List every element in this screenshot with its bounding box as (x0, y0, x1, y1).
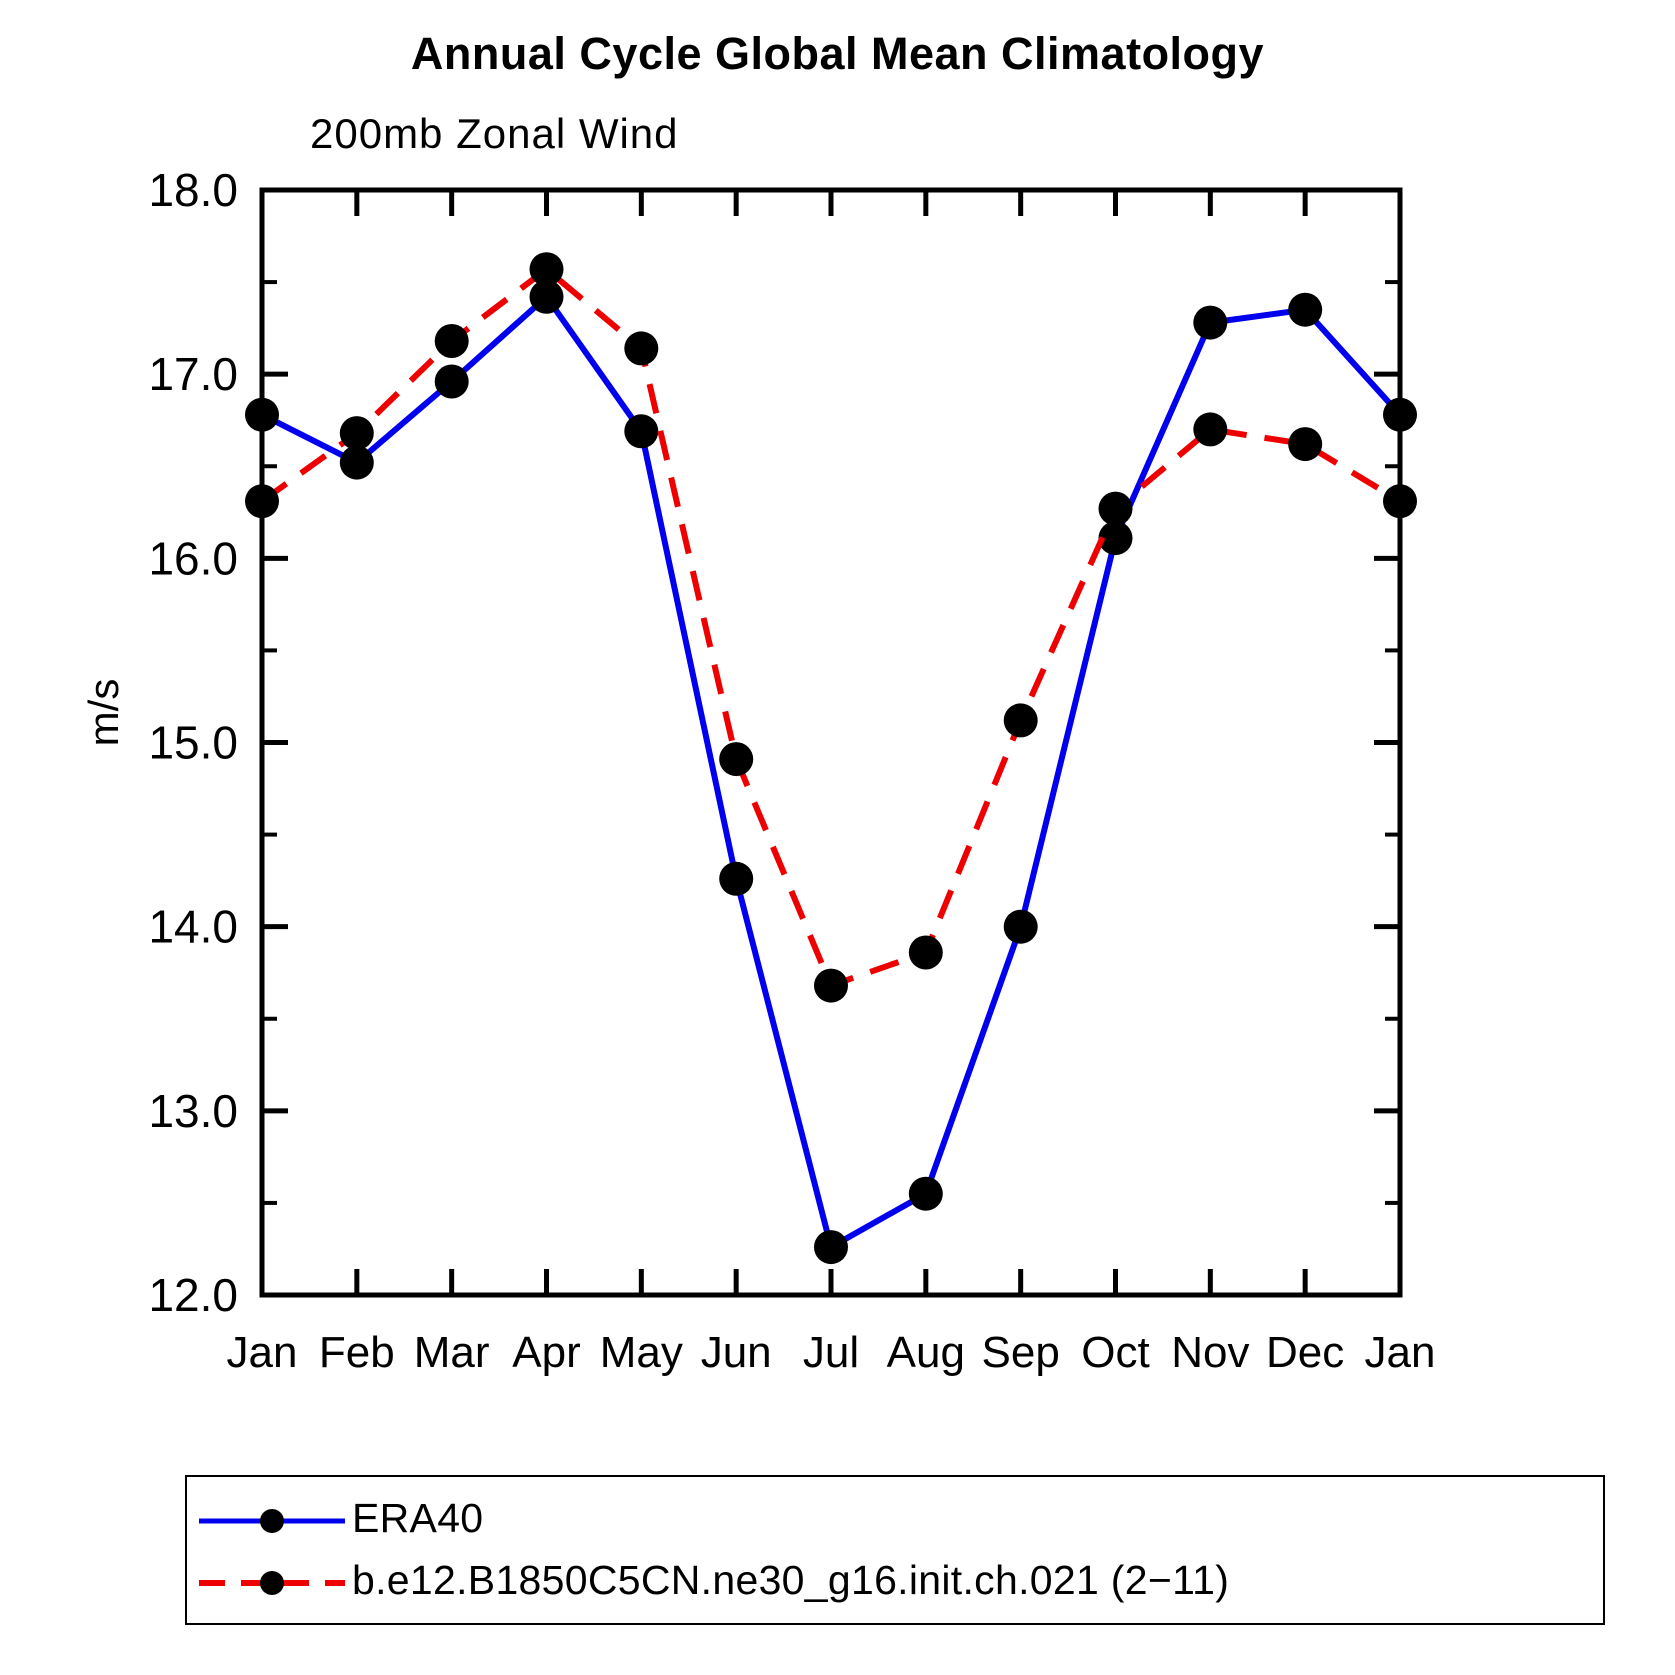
data-point-marker (530, 252, 564, 286)
data-point-marker (1193, 306, 1227, 340)
svg-text:13.0: 13.0 (148, 1084, 238, 1137)
legend-label-series-1: b.e12.B1850C5CN.ne30_g16.init.ch.021 (2−11) (352, 1557, 1230, 1603)
series-line-0 (262, 297, 1400, 1247)
data-point-marker (1099, 492, 1133, 526)
data-point-marker (814, 1230, 848, 1264)
svg-text:15.0: 15.0 (148, 716, 238, 769)
svg-text:Jul: Jul (802, 1328, 860, 1377)
data-point-marker (245, 398, 279, 432)
svg-text:Mar: Mar (413, 1328, 490, 1377)
legend-swatch-series-1 (197, 1555, 347, 1611)
plot-axes (262, 190, 1400, 1295)
data-point-marker (340, 416, 374, 450)
data-point-marker (340, 446, 374, 480)
svg-text:Jun: Jun (700, 1328, 772, 1377)
svg-text:Apr: Apr (512, 1328, 581, 1377)
data-point-marker (719, 862, 753, 896)
data-point-marker (435, 324, 469, 358)
data-point-marker (1193, 412, 1227, 446)
data-point-marker (719, 742, 753, 776)
legend-item-era40 (187, 1493, 1603, 1553)
svg-text:Aug: Aug (886, 1328, 965, 1377)
svg-text:Sep: Sep (981, 1328, 1060, 1377)
data-point-marker (1383, 484, 1417, 518)
data-point-marker (245, 484, 279, 518)
chart-title: Annual Cycle Global Mean Climatology (410, 28, 1265, 79)
data-point-marker (909, 1177, 943, 1211)
axis-ticks (262, 190, 1400, 1295)
legend-label-series-0: ERA40 (352, 1495, 484, 1541)
svg-text:Dec: Dec (1266, 1328, 1345, 1377)
data-point-marker (1004, 910, 1038, 944)
svg-text:m/s: m/s (80, 678, 127, 747)
data-point-marker (814, 969, 848, 1003)
svg-text:May: May (599, 1328, 683, 1377)
data-point-marker (1288, 427, 1322, 461)
data-point-marker (624, 331, 658, 365)
data-series-group (245, 252, 1417, 1264)
data-point-marker (1383, 398, 1417, 432)
data-point-marker (909, 936, 943, 970)
svg-text:Jan: Jan (226, 1328, 298, 1377)
svg-text:Nov: Nov (1171, 1328, 1250, 1377)
legend (185, 1475, 1605, 1625)
data-point-marker (435, 365, 469, 399)
svg-text:Jan: Jan (1364, 1328, 1436, 1377)
svg-text:14.0: 14.0 (148, 900, 238, 953)
y-axis-tick-labels (148, 164, 238, 1321)
svg-text:Oct: Oct (1081, 1328, 1150, 1377)
data-point-marker (1004, 703, 1038, 737)
legend-swatch-series-0 (197, 1493, 347, 1549)
legend-item-model (187, 1555, 1603, 1615)
svg-text:17.0: 17.0 (148, 348, 238, 401)
chart-subtitle: 200mb Zonal Wind (310, 110, 679, 157)
svg-text:12.0: 12.0 (148, 1269, 238, 1321)
svg-text:18.0: 18.0 (148, 164, 238, 216)
svg-text:Feb: Feb (318, 1328, 395, 1377)
series-line-1 (262, 269, 1400, 985)
data-point-marker (1288, 293, 1322, 327)
y-axis-title (80, 679, 127, 747)
x-axis-tick-labels (227, 1328, 1436, 1377)
data-point-marker (624, 414, 658, 448)
svg-text:16.0: 16.0 (148, 532, 238, 585)
